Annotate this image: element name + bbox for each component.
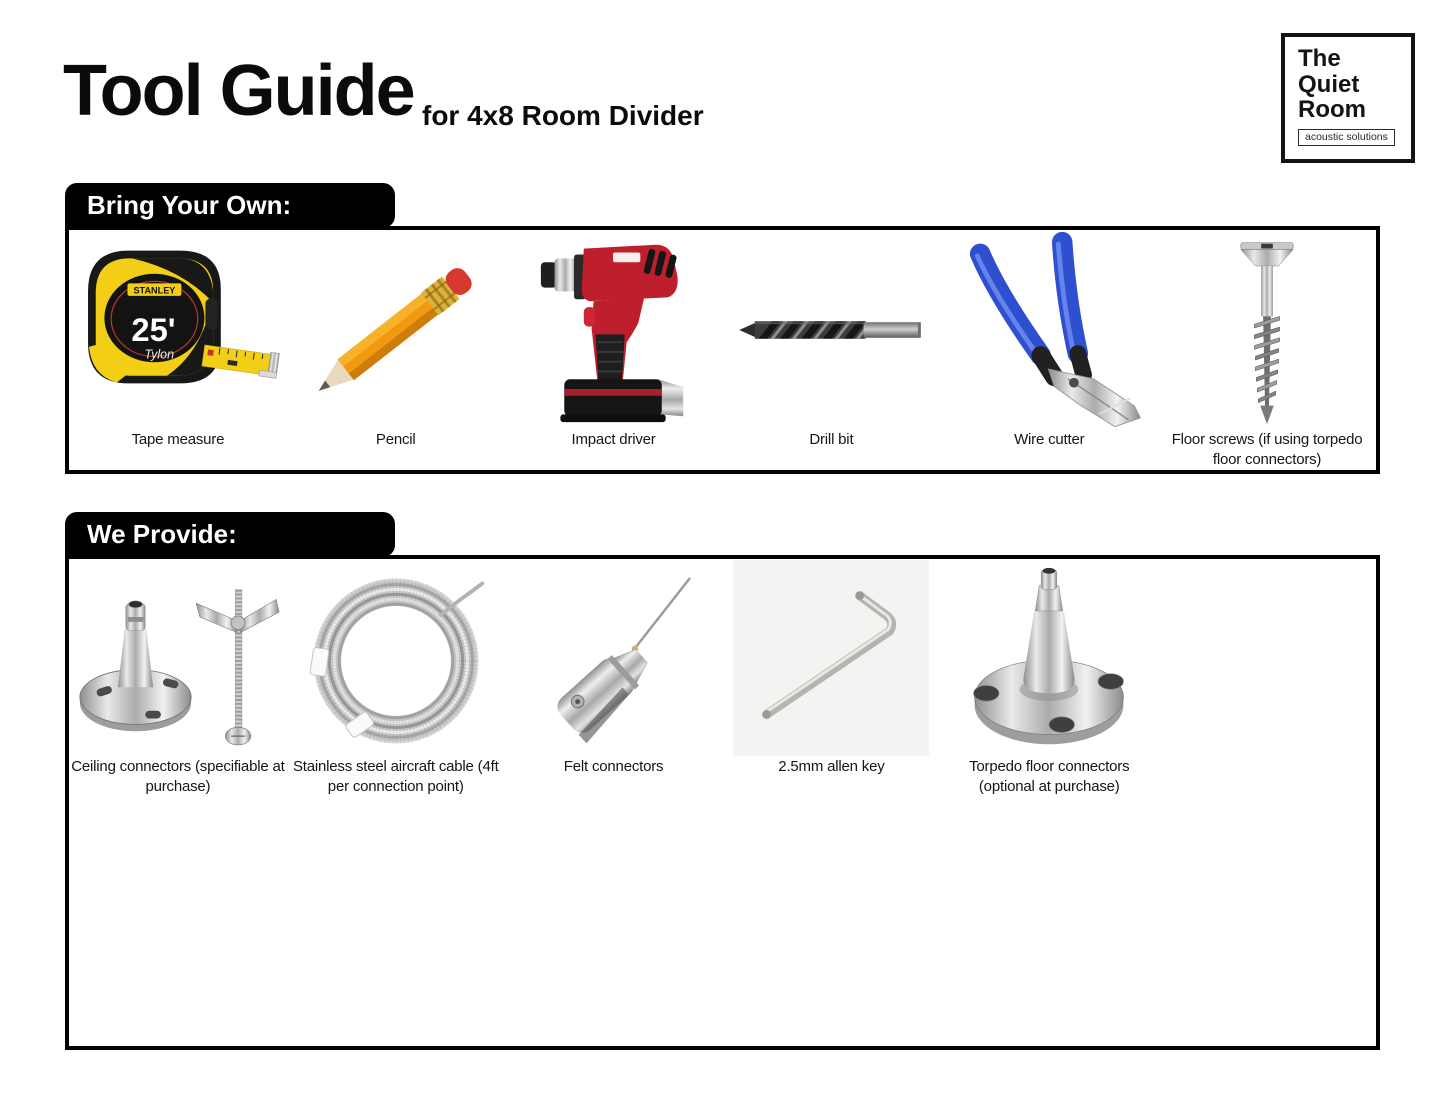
section-bring-your-own — [65, 183, 1380, 474]
page-title: Tool Guide — [63, 51, 414, 131]
torpedo-connector-image — [951, 560, 1147, 756]
allen-key-image — [732, 559, 930, 757]
pencil-image — [296, 240, 496, 421]
tape-length-text: 25' — [131, 311, 176, 349]
tool-item-ceiling-connectors — [69, 559, 287, 798]
tool-item-pencil — [287, 230, 505, 450]
tool-label: Ceiling connectors (specifiable at purchase) — [71, 758, 285, 796]
tool-label: Floor screws (if using torpedo floor connectors) — [1171, 431, 1363, 469]
ceiling-connector-image — [73, 560, 283, 756]
tool-item-allen-key — [722, 559, 940, 777]
logo-line-1: The — [1298, 45, 1341, 72]
tool-item-felt-connectors — [505, 559, 723, 777]
tool-item-drill-bit — [722, 230, 940, 450]
tool-label: Wire cutter — [1014, 431, 1085, 448]
wire-cutter-image — [947, 232, 1152, 428]
tool-label: Impact driver — [571, 431, 656, 448]
tool-label: Stainless steel aircraft cable (4ft per connection point) — [292, 758, 499, 796]
tool-label: 2.5mm allen key — [778, 758, 885, 775]
tape-blade-text: Tylon — [144, 347, 174, 362]
tool-item-tape-measure — [69, 230, 287, 450]
floor-screw-image — [1233, 233, 1301, 427]
brand-logo — [1281, 33, 1415, 163]
felt-connector-image — [524, 561, 704, 756]
logo-line-3: Room — [1298, 96, 1366, 124]
tape-measure-image — [74, 241, 282, 419]
section-we-provide — [65, 512, 1380, 1050]
logo-line-2: Quiet — [1298, 70, 1360, 98]
tool-item-aircraft-cable — [287, 559, 505, 798]
section-tab-bring-your-own: Bring Your Own: — [65, 183, 395, 228]
tool-label: Felt connectors — [563, 758, 664, 775]
tool-label: Torpedo floor connectors (optional at purchase) — [969, 758, 1130, 796]
tool-item-wire-cutter — [940, 230, 1158, 450]
page-subtitle: for 4x8 Room Divider — [422, 100, 704, 131]
tool-label: Tape measure — [131, 431, 225, 448]
tool-item-impact-driver — [505, 230, 723, 450]
aircraft-cable-image — [298, 560, 494, 756]
tool-item-torpedo-connectors — [940, 559, 1158, 798]
tool-label: Drill bit — [809, 431, 854, 448]
tool-label: Pencil — [375, 431, 416, 448]
section-tab-we-provide: We Provide: — [65, 512, 395, 557]
drill-bit-image — [729, 296, 934, 364]
logo-tagline: acoustic solutions — [1298, 129, 1395, 146]
tape-brand-text: STANLEY — [133, 285, 176, 296]
section-box-we-provide — [65, 555, 1380, 1050]
tool-item-floor-screws — [1158, 230, 1376, 471]
section-box-bring-your-own — [65, 226, 1380, 474]
impact-driver-image — [531, 233, 697, 428]
